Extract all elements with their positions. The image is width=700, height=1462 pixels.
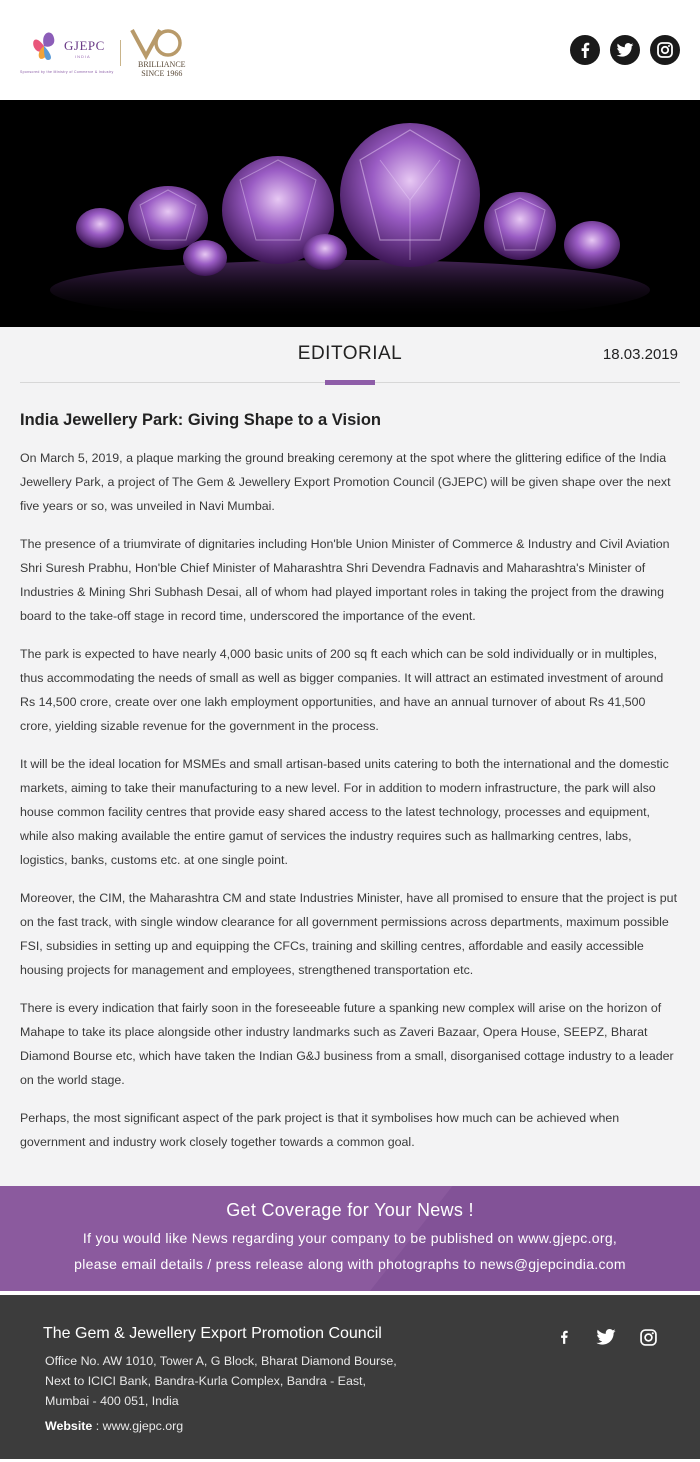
facebook-icon	[558, 1328, 570, 1346]
brilliance-text	[138, 60, 186, 78]
footer-social-links	[554, 1327, 658, 1347]
section-header	[20, 327, 680, 383]
article-paragraph: Perhaps, the most significant aspect of the park project is that it symbolises how much can be achieved when government and industry work closely together towards a common goal.	[20, 1111, 620, 1149]
twitter-icon	[616, 43, 634, 57]
amethyst-gems-image	[0, 100, 700, 327]
email-header	[0, 0, 700, 100]
footer-twitter-link[interactable]	[596, 1327, 616, 1347]
logo-divider	[120, 40, 121, 66]
address-line: Next to ICICI Bank, Bandra-Kurla Complex, Bandra - East,	[45, 1374, 366, 1388]
facebook-link[interactable]	[570, 35, 600, 65]
footer-org-name: The Gem & Jewellery Export Promotion Council	[43, 1325, 382, 1342]
website-label: Website	[45, 1419, 93, 1433]
hero-banner	[0, 100, 700, 327]
butterfly-logo-icon	[30, 26, 60, 66]
instagram-icon	[640, 1329, 657, 1346]
website-link[interactable]: www.gjepc.org	[102, 1419, 184, 1433]
coverage-title: Get Coverage for Your News !	[226, 1200, 474, 1220]
article-paragraph: It will be the ideal location for MSMEs and small artisan-based units catering to both the international and the domestic markets, aiming to take their manufacturing to a new level. For in addition to modern infrastructure, the park will also house common facility centres that provide easy shared access to the latest technology, processes and equipment, while also making available the entire gamut of services the industry requires such as hallmarking centres, labs, logistics, banks, customs etc. at one single point.	[20, 757, 669, 867]
footer-address	[45, 1351, 397, 1411]
gjepc-wordmark: GJEPC	[64, 38, 105, 53]
address-line: Mumbai - 400 051, India	[45, 1394, 179, 1408]
footer	[0, 1295, 700, 1459]
article-paragraph: On March 5, 2019, a plaque marking the ground breaking ceremony at the spot where the glittering edifice of the India Jewellery Park, a project of The Gem & Jewellery Export Promotion Council (GJEPC) will be given shape over the next five years or so, was unveiled in Navi Mumbai.	[20, 451, 671, 513]
brilliance-label: BRILLIANCE	[138, 60, 186, 69]
twitter-icon	[596, 1329, 616, 1345]
footer-facebook-link[interactable]	[554, 1327, 574, 1347]
footer-instagram-link[interactable]	[638, 1327, 658, 1347]
article-paragraph: The presence of a triumvirate of dignitaries including Hon'ble Union Minister of Commerce & Industry and Civil Aviation Shri Suresh Prabhu, Hon'ble Chief Minister of Maharashtra Shri Devendra Fadnavis and Maharashtra's Minister of Industries & Mining Shri Subhash Desai, all of whom had played important roles in taking the project from the drawing board to the take-off stage in record time, underscored the importance of the event.	[20, 537, 670, 623]
instagram-link[interactable]	[650, 35, 680, 65]
article-paragraph: There is every indication that fairly soon in the foreseeable future a spanking new complex will arise on the horizon of Mahape to take its place alongside other industry landmarks such as Zaveri Bazaar, Opera House, SEEPZ, Bharat Diamond Bourse etc, which have taken the Indian G&J business from a small, disorganised cottage industry to a leader on the world stage.	[20, 1001, 674, 1087]
coverage-line-2: please email details / press release along with photographs to news@gjepcindia.com	[74, 1256, 626, 1272]
gjepc-country: INDIA	[75, 54, 91, 59]
twitter-link[interactable]	[610, 35, 640, 65]
footer-website	[45, 1419, 183, 1433]
main-content	[0, 327, 700, 1186]
section-date: 18.03.2019	[602, 346, 678, 363]
instagram-icon	[657, 42, 673, 58]
header-social-links	[570, 35, 680, 65]
address-line: Office No. AW 1010, Tower A, G Block, Bharat Diamond Bourse,	[45, 1354, 397, 1368]
article-paragraph: The park is expected to have nearly 4,000 basic units of 200 sq ft each which can be sold individually or in multiples, thus accommodating the needs of small as well as bigger companies. It will attract an estimated investment of around Rs 14,500 crore, create over one lakh employment opportunities, and have an annual turnover of about Rs 41,500 crore, yielding sizable revenue for the government in the process.	[20, 647, 664, 733]
article-title: India Jewellery Park: Giving Shape to a Vision	[20, 411, 381, 429]
gjepc-logo[interactable]	[20, 22, 190, 80]
section-title: EDITORIAL	[297, 343, 403, 364]
coverage-banner	[0, 1186, 700, 1291]
section-accent-bar	[325, 380, 375, 385]
since-label: SINCE 1966	[141, 69, 183, 78]
gjepc-tagline: Sponsored by the Ministry of Commerce & Industry	[20, 70, 114, 74]
article-body	[20, 446, 680, 1154]
coverage-line-1: If you would like News regarding your company to be published on www.gjepc.org,	[82, 1230, 618, 1246]
facebook-icon	[578, 42, 592, 58]
article-paragraph: Moreover, the CIM, the Maharashtra CM and state Industries Minister, have all promised to ensure that the project is put on the fast track, with single window clearance for all government permissions across departments, maximum possible FSI, subsidies in setting up and equipping the CFCs, training and skilling centres, affordable and easily accessible housing projects for management and employees, strengthened transportation etc.	[20, 891, 678, 977]
anniversary-logo-icon	[126, 26, 186, 62]
website-separator: :	[92, 1419, 103, 1433]
